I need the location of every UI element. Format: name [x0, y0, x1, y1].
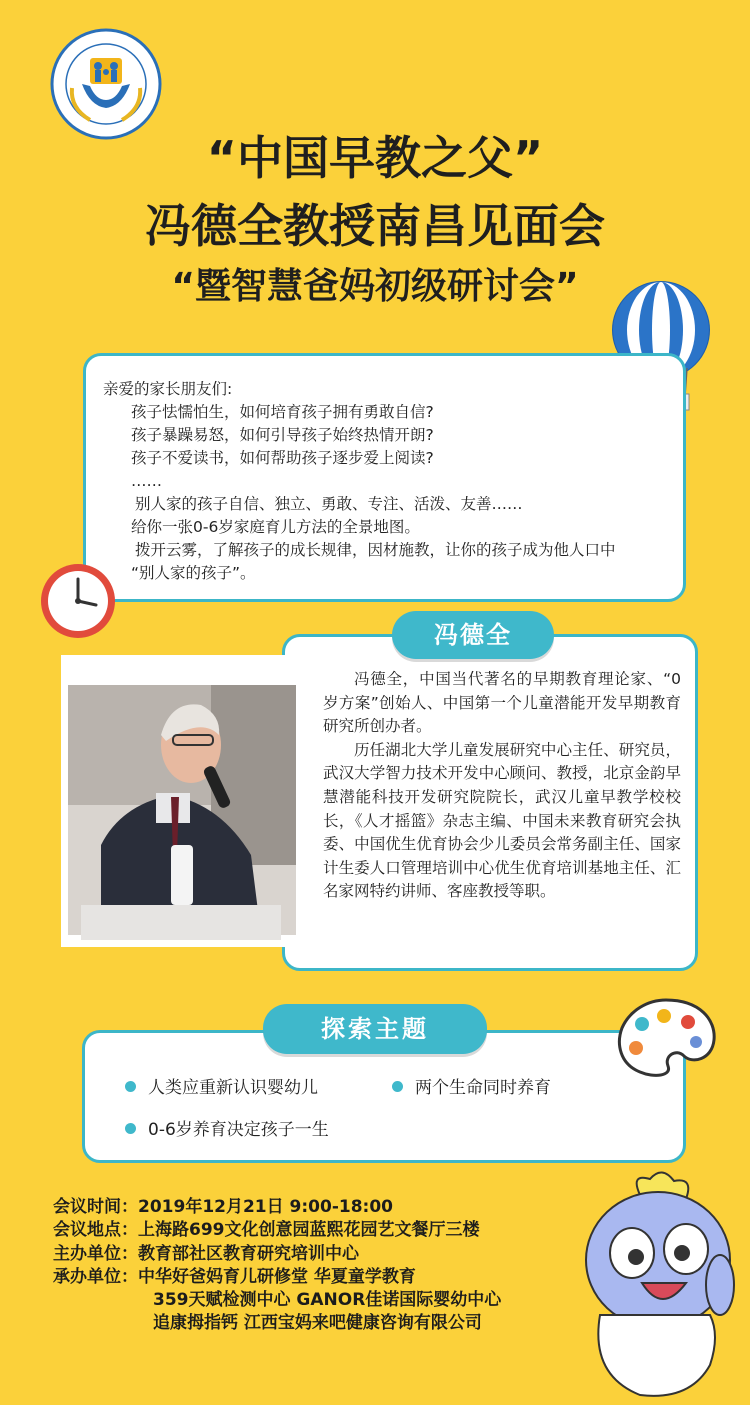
- speaker-name: 冯德全: [392, 611, 554, 659]
- intro-line-4: “别人家的孩子”。: [131, 564, 256, 582]
- topics-heading: 探索主题: [263, 1004, 487, 1054]
- topic-item: 0-6岁养育决定孩子一生: [125, 1115, 329, 1140]
- event-organizer-2: 359天赋检测中心 GANOR佳诺国际婴幼中心: [153, 1290, 502, 1311]
- bio-paragraph-1: 冯德全，中国当代著名的早期教育理论家、“0岁方案”创始人、中国第一个儿童潜能开发早期教育研究所创办者。: [323, 670, 681, 736]
- event-organizer: 承办单位：中华好爸妈育儿研修堂 华夏童学教育: [53, 1266, 416, 1287]
- bio-text: [323, 668, 681, 904]
- intro-line-1: 别人家的孩子自信、独立、勇敢、专注、活泼、友善……: [135, 495, 523, 513]
- palette-icon: [612, 994, 720, 1082]
- question-3: 孩子不爱读书，如何帮助孩子逐步爱上阅读?: [131, 449, 434, 467]
- title-line-3: “暨智慧爸妈初级研讨会”: [171, 266, 579, 307]
- greeting: 亲爱的家长朋友们:: [103, 380, 233, 398]
- ellipsis: ……: [131, 472, 162, 490]
- question-2: 孩子暴躁易怒，如何引导孩子始终热情开朗?: [131, 426, 434, 444]
- portrait-photo: [61, 655, 302, 947]
- topic-item: 人类应重新认识婴幼儿: [125, 1073, 318, 1098]
- event-organizer-3: 追康拇指钙 江西宝妈来吧健康咨询有限公司: [153, 1313, 482, 1334]
- event-place: 会议地点：上海路699文化创意园蓝熙花园艺文餐厅三楼: [53, 1220, 480, 1241]
- title-line-2: 冯德全教授南昌见面会: [145, 199, 605, 253]
- event-time: 会议时间：2019年12月21日 9:00-18:00: [53, 1197, 393, 1217]
- event-host: 主办单位：教育部社区教育研究培训中心: [53, 1243, 359, 1264]
- question-1: 孩子怯懦怕生，如何培育孩子拥有勇敢自信?: [131, 403, 434, 421]
- title-line-1: “中国早教之父”: [206, 131, 544, 185]
- event-info: [53, 1196, 501, 1336]
- intro-text: [103, 378, 673, 585]
- clock-icon: [38, 561, 118, 641]
- intro-line-2: 给你一张0-6岁家庭育儿方法的全景地图。: [131, 518, 420, 536]
- cartoon-mascot: [570, 1165, 738, 1405]
- topic-item: 两个生命同时养育: [392, 1073, 551, 1098]
- bio-paragraph-2: 历任湖北大学儿童发展研究中心主任、研究员，武汉大学智力技术开发中心顾问、教授，北京金韵早慧潜能科技开发研究院院长，武汉儿童早教学校校长，《人才摇篮》杂志主编、中国未来教育研究会执委、中国优生优育协会少儿委员会常务副主任、国家计生委人口管理培训中心优生优育培训基地主任、汇名家网特约讲师、客座教授等职。: [323, 740, 681, 901]
- intro-line-3: 拨开云雾，了解孩子的成长规律，因材施教，让你的孩子成为他人口中: [135, 541, 616, 559]
